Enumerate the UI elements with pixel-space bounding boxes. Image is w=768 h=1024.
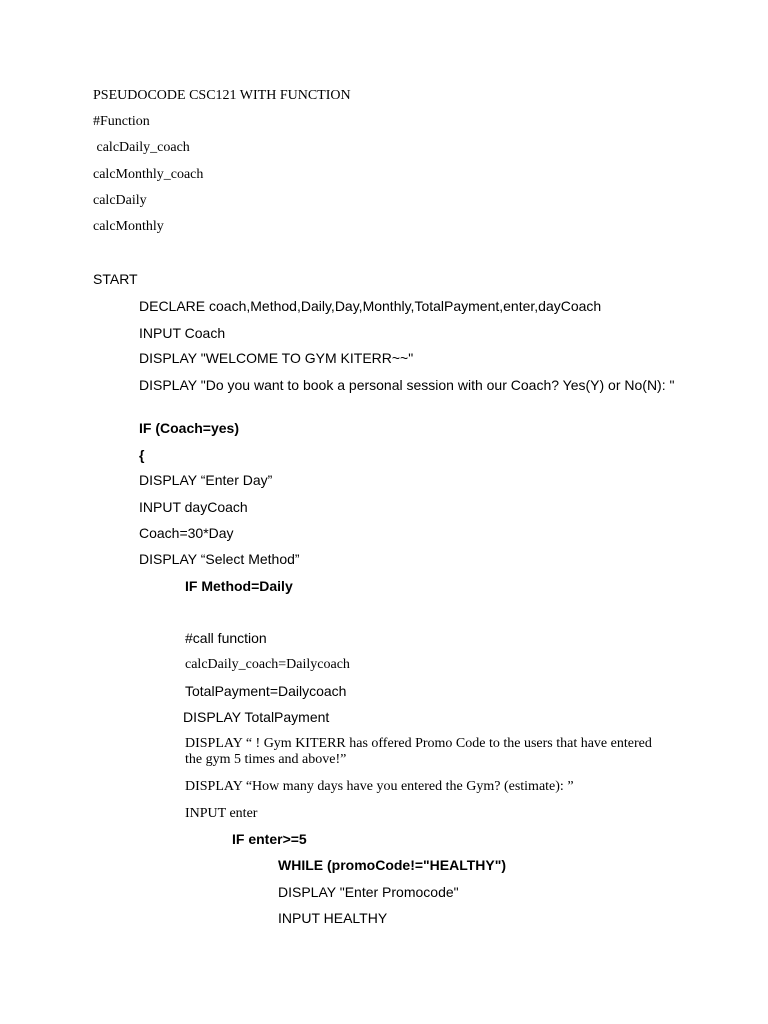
- code-line-display-book: DISPLAY "Do you want to book a personal session with our Coach? Yes(Y) or No(N): ": [139, 377, 675, 393]
- code-line-coach-calc: Coach=30*Day: [139, 525, 234, 541]
- code-line-total-payment-assign: TotalPayment=Dailycoach: [185, 683, 347, 699]
- code-line-declare: DECLARE coach,Method,Daily,Day,Monthly,TotalPayment,enter,dayCoach: [139, 298, 602, 314]
- code-line-input-daycoach: INPUT dayCoach: [139, 499, 248, 515]
- function-name: calcDaily: [93, 193, 147, 208]
- code-line-if-method-daily: IF Method=Daily: [185, 578, 293, 594]
- code-line-display-select-method: DISPLAY “Select Method”: [139, 551, 300, 567]
- code-line-display-days-entered: DISPLAY “How many days have you entered the Gym? (estimate): ”: [185, 779, 574, 794]
- code-line-open-brace: {: [139, 447, 145, 463]
- code-line-calc-daily-coach: calcDaily_coach=Dailycoach: [185, 657, 350, 672]
- code-line-call-function: #call function: [185, 630, 267, 646]
- code-line-display-total-payment: DISPLAY TotalPayment: [183, 709, 330, 725]
- document-title: PSEUDOCODE CSC121 WITH FUNCTION: [93, 88, 351, 103]
- code-line-while-promo: WHILE (promoCode!="HEALTHY"): [278, 857, 507, 873]
- code-line-if-coach: IF (Coach=yes): [139, 420, 239, 436]
- code-line-input-coach: INPUT Coach: [139, 325, 226, 341]
- code-line-if-enter: IF enter>=5: [232, 831, 307, 847]
- code-line-input-healthy: INPUT HEALTHY: [278, 910, 388, 926]
- function-name: calcMonthly_coach: [93, 167, 204, 182]
- code-line-input-enter: INPUT enter: [185, 806, 258, 821]
- code-start: START: [93, 271, 138, 287]
- code-line-display-promo-offer: DISPLAY “ ! Gym KITERR has offered Promo Code to the users that have entered the gym 5 times and above!”: [185, 736, 652, 767]
- function-name: calcMonthly: [93, 219, 164, 234]
- code-line-display-enter-day: DISPLAY “Enter Day”: [139, 472, 273, 488]
- function-heading: #Function: [93, 114, 150, 129]
- code-line-display-enter-promo: DISPLAY "Enter Promocode": [278, 884, 459, 900]
- code-line-display-welcome: DISPLAY "WELCOME TO GYM KITERR~~": [139, 350, 414, 366]
- function-name: calcDaily_coach: [93, 140, 190, 155]
